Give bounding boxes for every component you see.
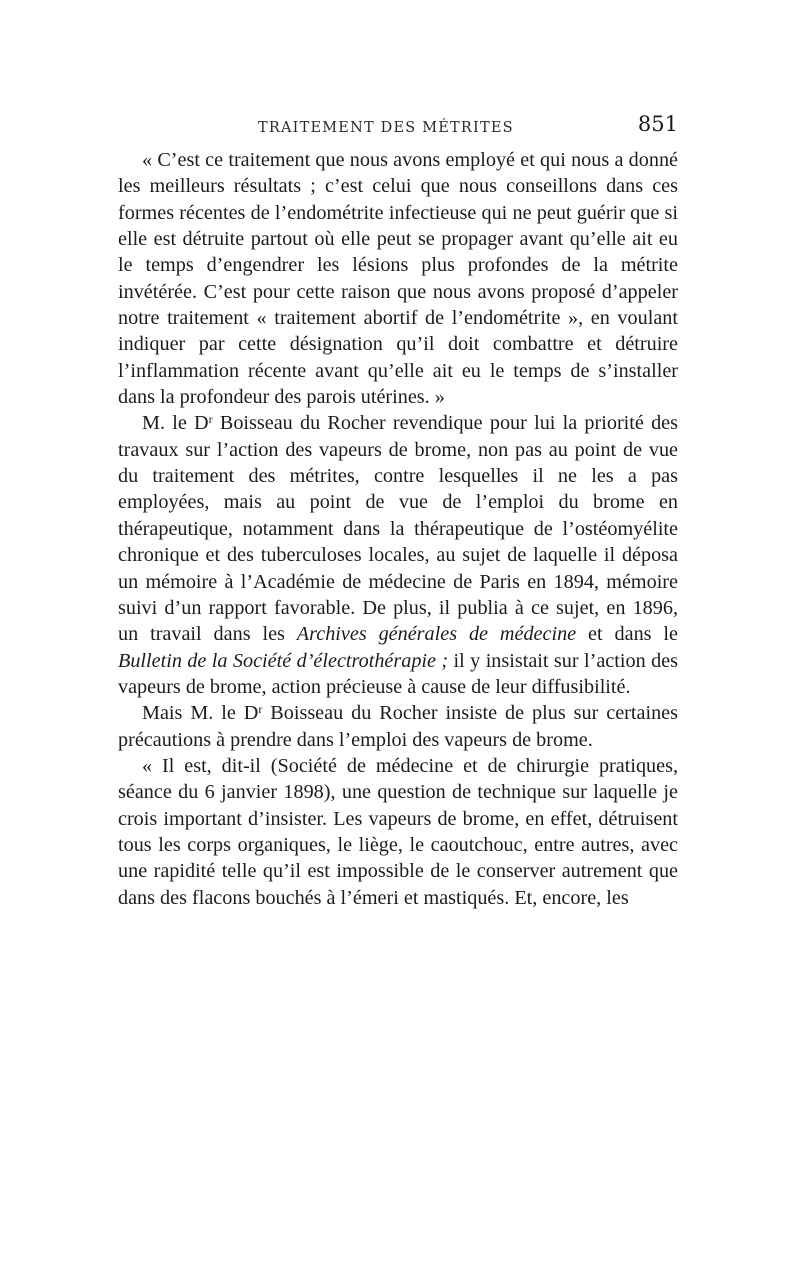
body-text bbox=[118, 147, 678, 911]
page-header bbox=[118, 110, 678, 140]
text-run: « Il est, dit-il (Société de médecine et de chirurgie pratiques, séance du 6 janvier 1898), une question de technique sur laquelle je crois important d’insister. Les vapeurs de brome, en effet, détruisent tous les corps organiques, le liège, le caoutchouc, entre autres, avec une rapidité telle qu’il est impossible de le conserver autrement que dans des flacons bouchés à l’émeri et mastiqués. Et, encore, les bbox=[118, 754, 678, 909]
text-run: « C’est ce traitement que nous avons employé et qui nous a donné les meilleurs résultats ; c’est celui que nous conseillons dans ces formes récentes de l’endométrite infectieuse qui ne peut guérir que si elle est détruite partout où elle peut se propager avant qu’elle ait eu le temps d’engendrer les lésions plus profondes de la métrite invétérée. C’est pour cette raison que nous avons proposé d’appeler notre traitement « traitement abortif de l’endométrite », en voulant indiquer par cette désignation qu’il doit combattre et détruire l’inflammation récente avant qu’elle ait eu le temps de s’installer dans la profondeur des parois utérines. » bbox=[118, 149, 678, 409]
superscript: r bbox=[258, 702, 263, 717]
paragraph bbox=[118, 700, 678, 753]
text-run: et dans le bbox=[576, 623, 678, 646]
italic-title: Bulletin de la Société d’électrothérapie ; bbox=[118, 649, 449, 672]
superscript: r bbox=[208, 412, 213, 427]
italic-title: Archives générales de médecine bbox=[296, 623, 577, 646]
text-run: Boisseau du Rocher revendique pour lui la priorité des travaux sur l’action des vapeurs de brome, non pas au point de vue du traitement des métrites, contre lesquelles il ne les a pas employées, mais au point de vue de l’emploi du brome en thérapeutique, notamment dans la thérapeutique de l’ostéomyélite chronique et des tuberculoses locales, au sujet de laquelle il déposa un mémoire à l’Académie de médecine de Paris en 1894, mémoire suivi d’un rapport favorable. De plus, il publia à ce sujet, en 1896, un travail dans les bbox=[118, 412, 678, 646]
text-run: M. le D bbox=[142, 412, 209, 435]
text-run: Boisseau du Rocher insiste de plus sur certaines précautions à prendre dans l’emploi des vapeurs de brome. bbox=[118, 702, 678, 751]
running-title: TRAITEMENT DES MÉTRITES bbox=[258, 120, 514, 136]
paragraph bbox=[118, 147, 678, 410]
text-run: Mais M. le D bbox=[142, 702, 259, 725]
text-run: il y insistait sur l’action des vapeurs de brome, action précieuse à cause de leur diffusibilité. bbox=[118, 649, 678, 698]
paragraph bbox=[118, 410, 678, 700]
paragraph bbox=[118, 753, 678, 911]
page-number: 851 bbox=[637, 112, 678, 136]
